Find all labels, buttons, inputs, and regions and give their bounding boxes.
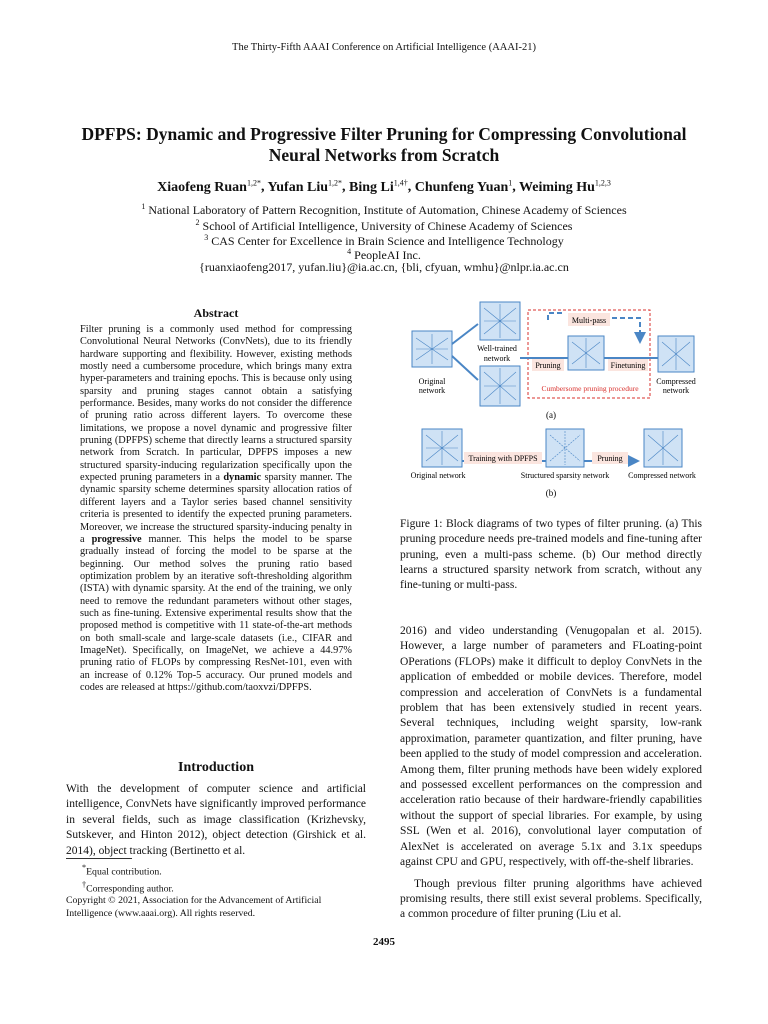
right-column-body (400, 624, 702, 929)
introduction-body: With the development of computer science and artificial intelligence, ConvNets have significantly improved performance in several fields, such as image classification (Krizhevsky, Sutskever, and Hinton 2012), object detection (Girshick et al. 2014), object tracking (Bertinetto et al. (66, 783, 366, 857)
structured-sparsity-network (546, 429, 584, 467)
affiliation-1: $^1$ National Laboratory of Pattern Recognition, Institute of Automation, Chinese Academy of Sciences (141, 202, 627, 217)
well-trained-network-top (480, 302, 520, 340)
author-4: Chunfeng Yuan$^1$ (414, 178, 513, 195)
author-2: Yufan Liu$^{1,2*}$ (267, 178, 343, 195)
original-network-b (422, 429, 462, 467)
author-emails: {ruanxiaofeng2017, yufan.liu}@ia.ac.cn, {bli, cfyuan, wmhu}@nlpr.ia.ac.cn (199, 260, 569, 274)
affiliation-3: $^3$ CAS Center for Excellence in Brain Science and Intelligence Technology (204, 233, 564, 248)
footnote-corresponding: †Corresponding author. (82, 879, 174, 894)
author-1: Xiaofeng Ruan$^{1,2*}$ (157, 178, 261, 195)
svg-text:Structured sparsity network: Structured sparsity network (520, 471, 610, 480)
author-list: Xiaofeng Ruan$^{1,2*}$, Yufan Liu$^{1,2*}$, Bing $Li^{1,4\dagger}$, Chunfeng Yuan$^1$, Weiming Hu$^{1,2,3}$ (157, 178, 611, 195)
svg-text:Compressed: Compressed (656, 377, 696, 386)
svg-text:Original: Original (418, 377, 446, 386)
affiliation-2: $^2$ School of Artificial Intelligence, University of Chinese Academy of Sciences (195, 218, 573, 233)
footnotes (66, 862, 366, 920)
abstract-body: Filter pruning is a commonly used method for compressing Convolutional Neural Networks (ConvNets), due to its friendly hardware supporting and flexibility. However, existing methods mostly need a cumbersome procedure, which brings many extra hyper-parameters and training epochs. This is because only using sparsity and pruning stages cannot obtain a satisfying performance. Besides, many works do not consider the difference of pruning ratio across different layers. To overcome these limitations, we propose a novel dynamic and progressive filter pruning (DPFPS) scheme that directly learns a structured sparsity network from Scratch. In particular, DPFPS imposes a new structured sparsity-inducing regularization specifically upon the expected pruning parameters in a dynamic sparsity manner. The dynamic sparsity scheme determines sparsity allocation ratios of different layers and a Taylor series based channel sensitivity criteria is presented to identify the expected pruning parameters. Moreover, we increase the structured sparsity-inducing penalty in a progressive manner. This helps the model to be sparse gradually instead of forcing the model to be sparse at the beginning. Our method solves the pruning ratio based optimization problem by an iterative soft-thresholding algorithm (ISTA) with dynamic sparsity. At the end of the training, we only need to remove the redundant parameters without other stages, such as fine-tuning. Extensive experimental results show that the proposed method is competitive with 11 state-of-the-art methods on both small-scale and large-scale datasets (i.e., CIFAR and ImageNet). Specifically, on ImageNet, we achieve a 44.97% pruning ratio of FLOPs by compressing ResNet-101, even with an increase of 0.12% Top-5 accuracy. Our pruned models and codes are released at https://github.com/taoxvzi/DPFPS. (80, 324, 352, 693)
cumbersome-label: Cumbersome pruning procedure (541, 384, 639, 393)
svg-text:Original network: Original network (410, 471, 466, 480)
svg-text:network: network (483, 354, 511, 363)
compressed-network-a (658, 336, 694, 372)
figure-1-diagram (400, 296, 702, 506)
compressed-network-b (644, 429, 682, 467)
right-para-2: Though previous filter pruning algorithms have achieved promising results, there still exist several problems. Specifically, a common procedure of filter pruning (Liu et al. (400, 877, 702, 921)
pruning-label-b: Pruning (597, 454, 623, 463)
pruned-network-a (568, 336, 604, 370)
figure-1-caption: Figure 1: Block diagrams of two types of filter pruning. (a) This pruning procedure needs pre-trained models and fine-tuning after pruning, even a multi-pass scheme. (b) Our method directly learns a structured sparsity network from scratch, without any fine-tuning or multi-pass. (400, 518, 702, 592)
title-line-1: DPFPS: Dynamic and Progressive Filter Pruning for Compressing Convolutional (81, 124, 687, 144)
svg-text:Well-trained: Well-trained (477, 344, 517, 353)
pruning-label-a: Pruning (535, 361, 561, 370)
author-3: Bing $Li^{1,4\dagger}$ (349, 178, 408, 195)
finetuning-label: Finetuning (610, 361, 646, 370)
conference-header: The Thirty-Fifth AAAI Conference on Artificial Intelligence (AAAI-21) (232, 42, 536, 53)
introduction-heading: Introduction (178, 760, 254, 775)
svg-text:network: network (662, 386, 690, 395)
title-line-2: Neural Networks from Scratch (268, 145, 500, 165)
affiliation-4: $^4$ PeopleAI Inc. (347, 247, 421, 262)
right-para-1: 2016) and video understanding (Venugopalan et al. 2015). However, a large number of parameters and FLoating-point OPerations (FLOPs) make it difficult to deploy ConvNets in the application of embedded or mobile devices. Therefore, model compression and acceleration of ConvNets is a fundamental problem that has been extensively studied in recent years. Several techniques, including weight sparsity, low-rank approximation, parameter quantization, and filter pruning, have been applied to the study of model compression and acceleration. Among them, filter pruning methods have been widely explored and possessed excellent performances on the compression and acceleration ratio because of their hardware-friendly capabilities without the support of special libraries. For example, by using SSL (Wen et al. 2016), convolutional layer computation of AlexNet is accelerated on average 5.1x and 3.1x speedups against CPU and GPU, respectively, with off-the-shelf libraries. (400, 625, 702, 869)
figure-1 (400, 296, 702, 506)
footnote-rule (66, 858, 132, 859)
paper-title (40, 124, 728, 166)
abstract-heading: Abstract (193, 306, 239, 320)
training-dpfps-label: Training with DPFPS (468, 454, 538, 463)
page-number: 2495 (373, 936, 395, 948)
svg-text:network: network (418, 386, 446, 395)
multi-pass-label: Multi-pass (571, 316, 607, 325)
original-network-a (412, 331, 452, 367)
copyright-notice: Copyright © 2021, Association for the Advancement of Artificial Intelligence (www.aaai.org). All rights reserved. (66, 895, 322, 919)
author-5: Weiming Hu$^{1,2,3}$ (519, 178, 611, 195)
figure-label-b: (b) (545, 488, 557, 498)
figure-label-a: (a) (546, 410, 556, 420)
well-trained-network-bottom (480, 366, 520, 406)
svg-text:Compressed network: Compressed network (628, 471, 696, 480)
footnote-equal: *Equal contribution. (82, 863, 162, 878)
